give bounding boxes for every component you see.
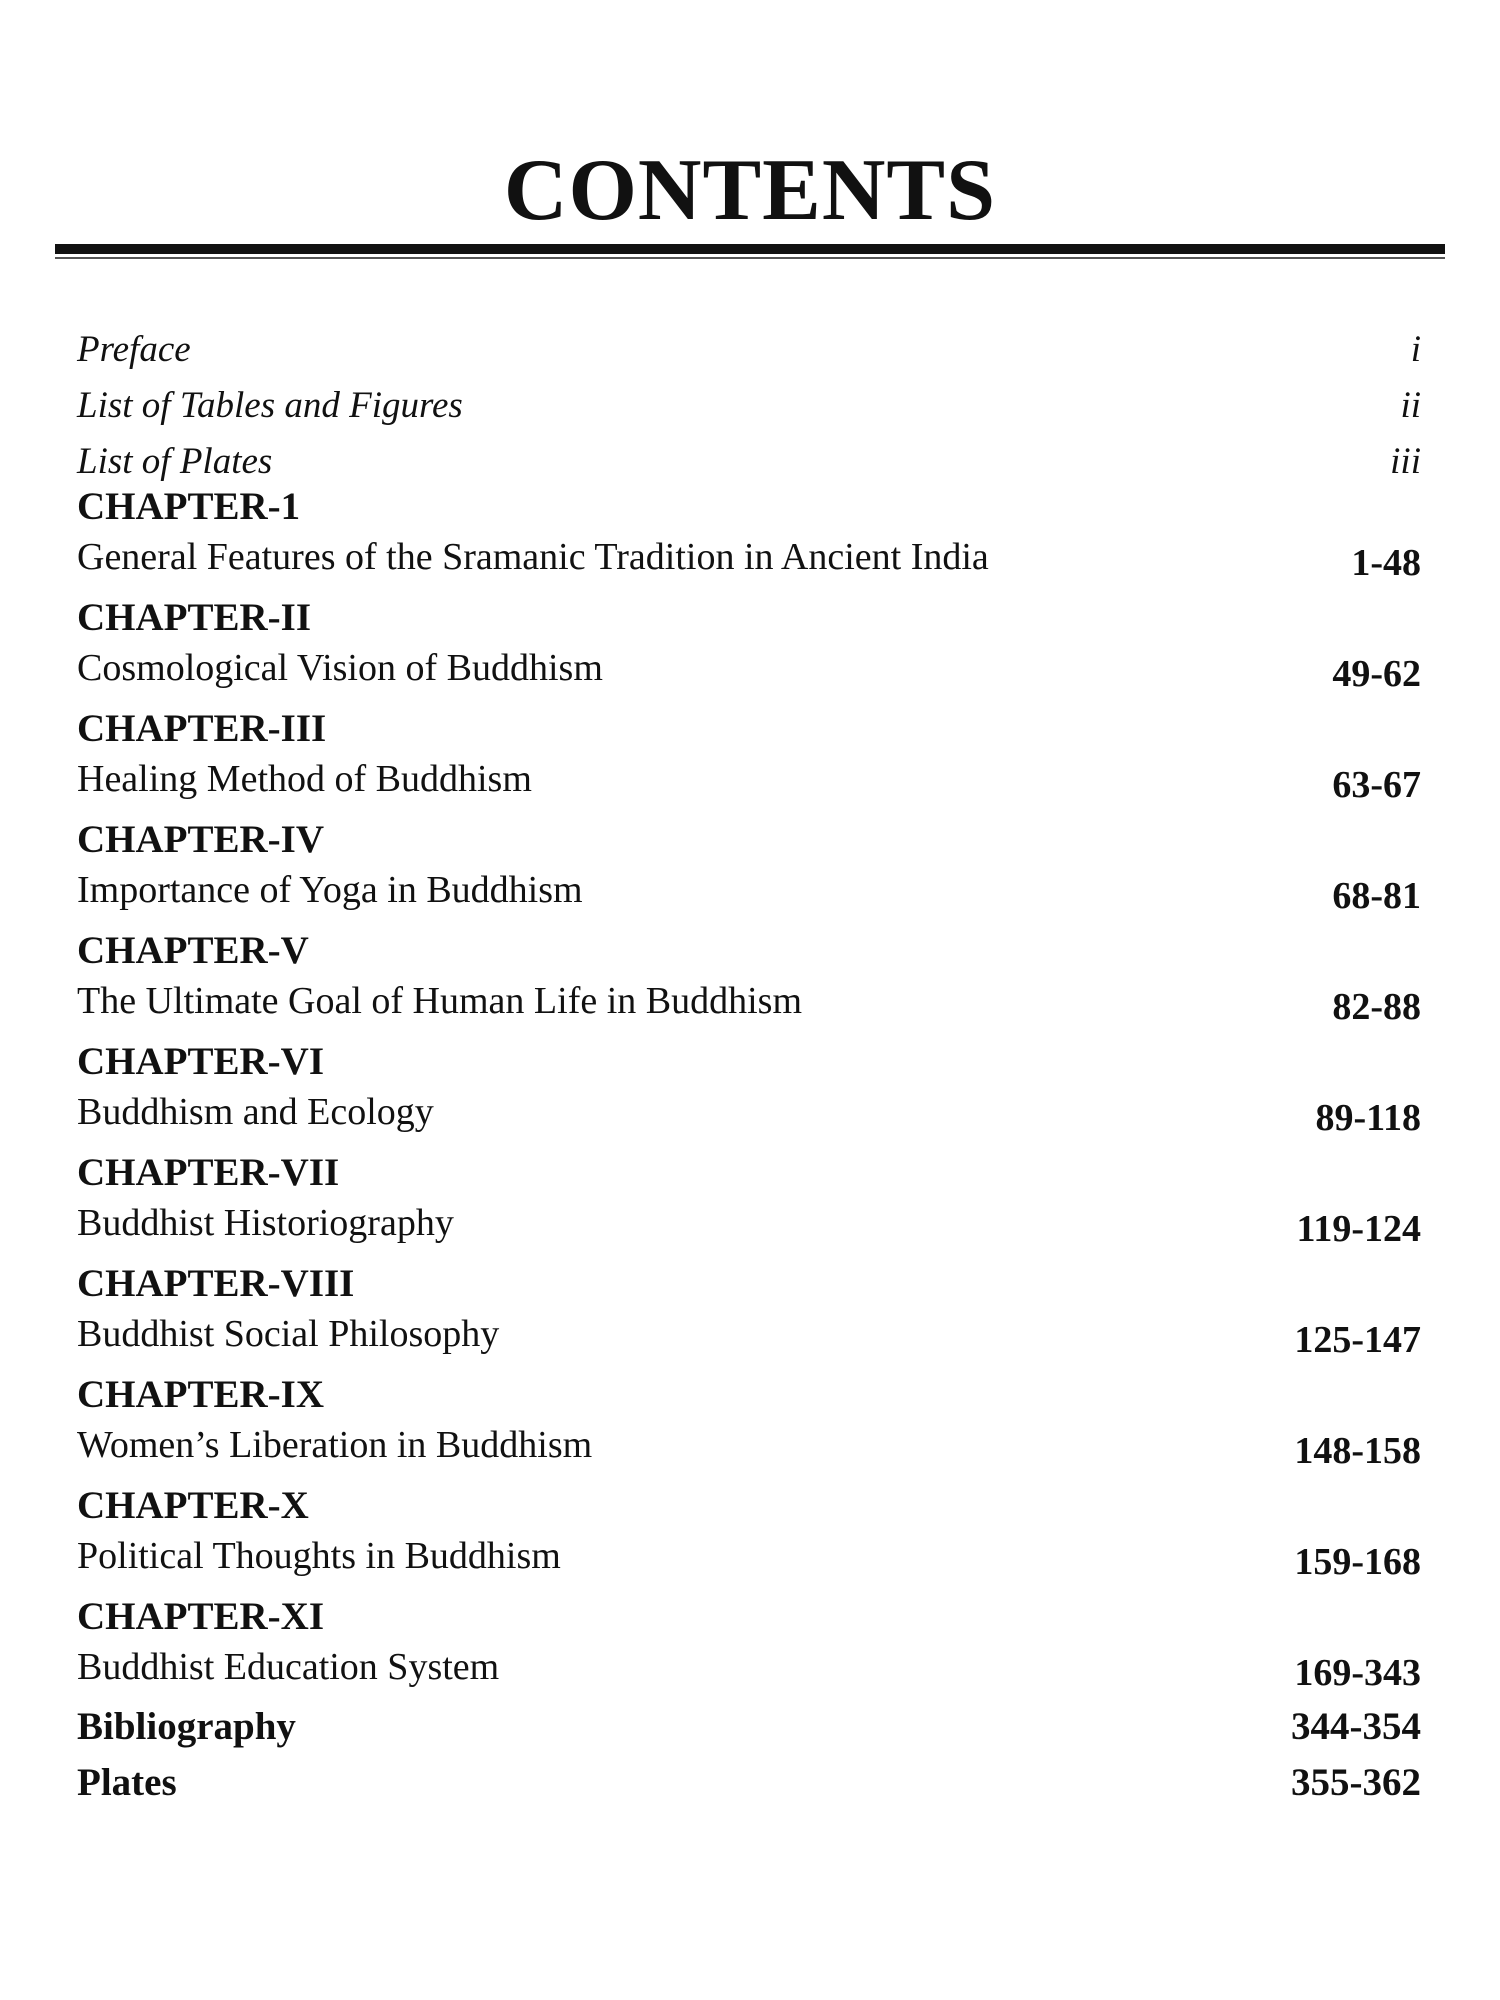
- table-of-contents: [77, 322, 1421, 1811]
- chapter-title: The Ultimate Goal of Human Life in Buddhism: [77, 980, 803, 1022]
- chapter-pages: 1-48: [1351, 542, 1421, 584]
- entry-label: Preface: [77, 329, 191, 370]
- chapter-title: Healing Method of Buddhism: [77, 758, 532, 800]
- entry-page: 355-362: [1291, 1761, 1421, 1804]
- chapter-number: CHAPTER-VI: [77, 1040, 325, 1083]
- chapter-number: CHAPTER-V: [77, 929, 309, 972]
- front-matter: [77, 322, 1421, 490]
- chapter-number: CHAPTER-1: [77, 485, 301, 528]
- entry-label: List of Tables and Figures: [77, 385, 463, 426]
- toc-chapter-11[interactable]: [77, 1592, 1421, 1703]
- entry-page: iii: [1390, 441, 1421, 482]
- chapter-pages: 148-158: [1294, 1430, 1421, 1472]
- chapter-title: Political Thoughts in Buddhism: [77, 1535, 561, 1577]
- chapter-pages: 89-118: [1315, 1097, 1421, 1139]
- toc-chapter-2[interactable]: [77, 593, 1421, 704]
- toc-chapter-5[interactable]: [77, 926, 1421, 1037]
- chapter-number: CHAPTER-IX: [77, 1373, 325, 1416]
- toc-entry-preface[interactable]: [77, 322, 1421, 378]
- chapter-list: [77, 482, 1421, 1703]
- chapter-pages: 63-67: [1332, 764, 1421, 806]
- toc-entry-list-of-tables[interactable]: [77, 378, 1421, 434]
- entry-label: Bibliography: [77, 1705, 296, 1748]
- toc-entry-plates[interactable]: [77, 1755, 1421, 1811]
- toc-chapter-8[interactable]: [77, 1259, 1421, 1370]
- chapter-title: General Features of the Sramanic Tradition in Ancient India: [77, 536, 989, 578]
- chapter-pages: 119-124: [1296, 1208, 1421, 1250]
- toc-chapter-6[interactable]: [77, 1037, 1421, 1148]
- toc-chapter-1[interactable]: [77, 482, 1421, 593]
- toc-chapter-7[interactable]: [77, 1148, 1421, 1259]
- title-rule: [55, 244, 1445, 254]
- chapter-title: Cosmological Vision of Buddhism: [77, 647, 603, 689]
- chapter-pages: 169-343: [1294, 1652, 1421, 1694]
- entry-label: List of Plates: [77, 441, 273, 482]
- chapter-number: CHAPTER-VIII: [77, 1262, 355, 1305]
- chapter-number: CHAPTER-IV: [77, 818, 325, 861]
- chapter-number: CHAPTER-VII: [77, 1151, 340, 1194]
- title-rule-thin: [55, 257, 1445, 259]
- chapter-title: Buddhist Education System: [77, 1646, 500, 1688]
- entry-label: Plates: [77, 1761, 177, 1804]
- toc-chapter-4[interactable]: [77, 815, 1421, 926]
- chapter-title: Buddhism and Ecology: [77, 1091, 434, 1133]
- chapter-number: CHAPTER-II: [77, 596, 312, 639]
- chapter-title: Buddhist Social Philosophy: [77, 1313, 500, 1355]
- chapter-pages: 159-168: [1294, 1541, 1421, 1583]
- entry-page: 344-354: [1291, 1705, 1421, 1748]
- toc-chapter-9[interactable]: [77, 1370, 1421, 1481]
- chapter-pages: 125-147: [1294, 1319, 1421, 1361]
- entry-page: i: [1410, 329, 1421, 370]
- page-title: CONTENTS: [503, 142, 997, 239]
- toc-chapter-3[interactable]: [77, 704, 1421, 815]
- toc-entry-bibliography[interactable]: [77, 1699, 1421, 1755]
- chapter-pages: 82-88: [1332, 986, 1421, 1028]
- chapter-number: CHAPTER-III: [77, 707, 327, 750]
- chapter-title: Buddhist Historiography: [77, 1202, 454, 1244]
- chapter-pages: 68-81: [1332, 875, 1421, 917]
- chapter-title: Women’s Liberation in Buddhism: [77, 1424, 593, 1466]
- chapter-number: CHAPTER-XI: [77, 1595, 325, 1638]
- chapter-number: CHAPTER-X: [77, 1484, 309, 1527]
- chapter-title: Importance of Yoga in Buddhism: [77, 869, 583, 911]
- end-matter: [77, 1699, 1421, 1811]
- entry-page: ii: [1400, 385, 1421, 426]
- chapter-pages: 49-62: [1332, 653, 1421, 695]
- toc-chapter-10[interactable]: [77, 1481, 1421, 1592]
